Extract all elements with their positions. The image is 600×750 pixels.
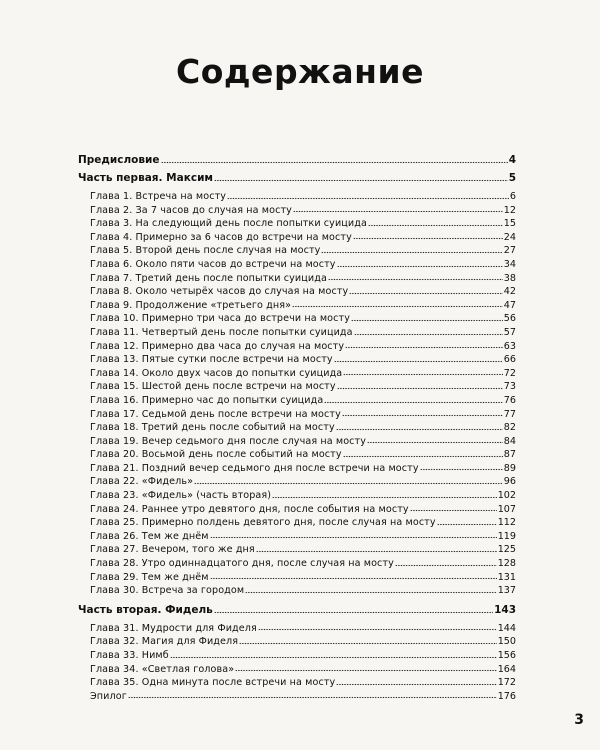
dot-leader xyxy=(395,564,497,567)
toc-entry-label: Глава 10. Примерно три часа до встречи на мосту xyxy=(90,313,350,325)
toc-entry-page: 102 xyxy=(497,490,516,502)
toc-entry-label: Глава 12. Примерно два часа до случая на мосту xyxy=(90,340,345,352)
toc-entry-label: Предисловие xyxy=(78,154,160,166)
toc-entry-page: 42 xyxy=(503,286,516,298)
toc-entry-label: Глава 4. Примерно за 6 часов до встречи на мосту xyxy=(90,231,352,243)
toc-entry-page: 27 xyxy=(503,245,516,257)
dot-leader xyxy=(245,591,496,594)
toc-entry-label: Эпилог xyxy=(90,690,127,702)
toc-chapter-entry xyxy=(90,408,516,422)
toc-entry-page: 89 xyxy=(503,462,516,474)
toc-entry-page: 144 xyxy=(497,622,516,634)
dot-leader xyxy=(235,669,496,672)
toc-chapter-entry xyxy=(90,462,516,476)
toc-entry-page: 56 xyxy=(503,313,516,325)
dot-leader xyxy=(351,319,503,322)
toc-chapter-entry xyxy=(90,543,516,557)
dot-leader xyxy=(353,237,503,240)
toc-entry-label: Глава 16. Примерно час до попытки суицида xyxy=(90,394,324,406)
toc-chapter-entry xyxy=(90,635,516,649)
toc-entry-page: 12 xyxy=(503,204,516,216)
toc-chapter-entry xyxy=(90,326,516,340)
toc-chapter-entry xyxy=(90,312,516,326)
part-2-chapter-list xyxy=(78,622,516,704)
toc-entry-label: Глава 28. Утро одиннадцатого дня, после случая на мосту xyxy=(90,558,394,570)
toc-entry-page: 131 xyxy=(497,571,516,583)
toc-entry-page: 112 xyxy=(497,517,516,529)
toc-entry-page: 172 xyxy=(497,677,516,689)
toc-chapter-entry xyxy=(90,272,516,286)
toc-entry-page: 76 xyxy=(503,394,516,406)
toc-part-page: 143 xyxy=(494,603,516,616)
dot-leader xyxy=(272,496,497,499)
toc-entry-label: Глава 18. Третий день после событий на мосту xyxy=(90,422,335,434)
page-number: 3 xyxy=(574,712,584,728)
toc-entry-label: Глава 21. Поздний вечер седьмого дня после встречи на мосту xyxy=(90,462,419,474)
toc-chapter-entry xyxy=(90,690,516,704)
toc-chapter-entry xyxy=(90,649,516,663)
dot-leader xyxy=(367,441,503,444)
toc-chapter-entry xyxy=(90,231,516,245)
toc-entry-page: 150 xyxy=(497,636,516,648)
dot-leader xyxy=(343,455,503,458)
toc-chapter-entry xyxy=(90,475,516,489)
toc-entry-page: 34 xyxy=(503,258,516,270)
toc-entry-preface xyxy=(78,152,516,168)
dot-leader xyxy=(368,224,503,227)
dot-leader xyxy=(324,401,502,404)
toc-chapter-entry xyxy=(90,367,516,381)
toc-entry-label: Глава 2. За 7 часов до случая на мосту xyxy=(90,204,292,216)
toc-chapter-entry xyxy=(90,584,516,598)
toc-entry-label: Глава 17. Седьмой день после встречи на мосту xyxy=(90,408,341,420)
toc-entry-label: Глава 20. Восьмой день после событий на мосту xyxy=(90,449,342,461)
dot-leader xyxy=(354,333,503,336)
dot-leader xyxy=(161,161,508,164)
toc-entry-page: 82 xyxy=(503,422,516,434)
toc-chapter-entry xyxy=(90,421,516,435)
toc-entry-page: 24 xyxy=(503,231,516,243)
dot-leader xyxy=(437,523,497,526)
toc-entry-page: 77 xyxy=(503,408,516,420)
toc-entry-label: Глава 33. Нимб xyxy=(90,650,169,661)
toc-entry-page: 164 xyxy=(497,663,516,675)
toc-entry-label: Глава 26. Тем же днём xyxy=(90,530,209,542)
toc-chapter-entry xyxy=(90,394,516,408)
toc-entry-page: 38 xyxy=(503,272,516,284)
toc-entry-label: Глава 8. Около четырёх часов до случая на мосту xyxy=(90,286,349,298)
toc-entry-page: 128 xyxy=(497,558,516,570)
dot-leader xyxy=(214,611,493,614)
toc-entry-label: Глава 3. На следующий день после попытки суицида xyxy=(90,218,367,230)
dot-leader xyxy=(334,360,503,363)
dot-leader xyxy=(258,628,497,631)
dot-leader xyxy=(321,251,502,254)
toc-part-2 xyxy=(78,602,516,618)
dot-leader xyxy=(210,577,497,580)
toc-entry-page: 73 xyxy=(503,381,516,393)
toc-entry-page: 63 xyxy=(503,340,516,352)
toc-entry-page: 125 xyxy=(497,544,516,556)
toc-entry-label: Глава 9. Продолжение «третьего дня» xyxy=(90,299,292,311)
table-of-contents xyxy=(78,152,516,703)
dot-leader xyxy=(239,642,497,645)
dot-leader xyxy=(214,179,508,182)
dot-leader xyxy=(292,305,503,308)
toc-entry-page: 15 xyxy=(503,218,516,230)
toc-chapter-entry xyxy=(90,557,516,571)
toc-entry-label: Глава 29. Тем же днём xyxy=(90,571,209,583)
dot-leader xyxy=(128,696,497,699)
toc-chapter-entry xyxy=(90,503,516,517)
toc-chapter-entry xyxy=(90,244,516,258)
toc-chapter-entry xyxy=(90,340,516,354)
dot-leader xyxy=(336,428,503,431)
toc-entry-label: Глава 34. «Светлая голова» xyxy=(90,663,235,675)
toc-entry-label: Глава 1. Встреча на мосту xyxy=(90,191,227,202)
toc-chapter-entry xyxy=(90,299,516,313)
dot-leader xyxy=(328,278,503,281)
toc-part-label: Часть вторая. Фидель xyxy=(78,603,213,616)
toc-entry-page: 96 xyxy=(503,476,516,488)
toc-entry-label: Глава 13. Пятые сутки после встречи на мосту xyxy=(90,354,333,366)
dot-leader xyxy=(293,210,503,213)
part-1-chapter-list xyxy=(78,190,516,598)
toc-entry-page: 176 xyxy=(497,690,516,702)
toc-entry-label: Глава 27. Вечером, того же дня xyxy=(90,544,255,556)
toc-entry-page: 57 xyxy=(503,326,516,338)
toc-entry-label: Глава 23. «Фидель» (часть вторая) xyxy=(90,490,272,502)
toc-entry-page: 156 xyxy=(497,650,516,661)
toc-part-page: 5 xyxy=(508,172,516,184)
toc-entry-label: Глава 11. Четвертый день после попытки суицида xyxy=(90,326,353,338)
dot-leader xyxy=(336,683,496,686)
toc-chapter-entry xyxy=(90,258,516,272)
toc-entry-label: Глава 19. Вечер седьмого дня после случая на мосту xyxy=(90,435,367,447)
dot-leader xyxy=(337,387,503,390)
toc-entry-label: Глава 15. Шестой день после встречи на мосту xyxy=(90,381,336,393)
toc-entry-label: Глава 7. Третий день после попытки суицида xyxy=(90,272,327,284)
toc-chapter-entry xyxy=(90,516,516,530)
toc-chapter-entry xyxy=(90,676,516,690)
toc-entry-page: 72 xyxy=(503,367,516,379)
toc-chapter-entry xyxy=(90,380,516,394)
page-title: Содержание xyxy=(176,52,424,91)
toc-entry-label: Глава 31. Мудрости для Фиделя xyxy=(90,622,257,634)
toc-entry-label: Глава 22. «Фидель» xyxy=(90,476,194,488)
dot-leader xyxy=(194,482,503,485)
toc-entry-page: 4 xyxy=(508,154,516,166)
toc-chapter-entry xyxy=(90,353,516,367)
toc-entry-label: Глава 35. Одна минута после встречи на мосту xyxy=(90,677,336,689)
toc-chapter-entry xyxy=(90,204,516,218)
toc-chapter-entry xyxy=(90,530,516,544)
dot-leader xyxy=(337,265,503,268)
dot-leader xyxy=(410,509,497,512)
toc-chapter-entry xyxy=(90,190,516,204)
dot-leader xyxy=(420,468,503,471)
toc-entry-page: 87 xyxy=(503,449,516,461)
dot-leader xyxy=(345,346,503,349)
toc-entry-page: 119 xyxy=(497,530,516,542)
toc-chapter-entry xyxy=(90,571,516,585)
toc-chapter-entry xyxy=(90,622,516,636)
toc-entry-label: Глава 14. Около двух часов до попытки суицида xyxy=(90,367,343,379)
toc-chapter-entry xyxy=(90,448,516,462)
dot-leader xyxy=(170,656,497,659)
toc-entry-label: Глава 24. Раннее утро девятого дня, после события на мосту xyxy=(90,503,409,515)
toc-entry-page: 84 xyxy=(503,435,516,447)
dot-leader xyxy=(342,414,503,417)
toc-chapter-entry xyxy=(90,217,516,231)
toc-entry-label: Глава 5. Второй день после случая на мосту xyxy=(90,245,321,257)
toc-entry-label: Глава 32. Магия для Фиделя xyxy=(90,636,239,648)
toc-chapter-entry xyxy=(90,435,516,449)
toc-part-label: Часть первая. Максим xyxy=(78,172,214,184)
toc-chapter-entry xyxy=(90,489,516,503)
toc-chapter-entry xyxy=(90,663,516,677)
toc-entry-page: 107 xyxy=(497,503,516,515)
toc-entry-page: 137 xyxy=(497,585,516,597)
dot-leader xyxy=(256,550,497,553)
dot-leader xyxy=(210,536,497,539)
toc-entry-page: 47 xyxy=(503,299,516,311)
toc-part-1 xyxy=(78,170,516,186)
toc-entry-label: Глава 6. Около пяти часов до встречи на мосту xyxy=(90,258,336,270)
toc-entry-page: 6 xyxy=(509,191,516,202)
toc-entry-label: Глава 25. Примерно полдень девятого дня, после случая на мосту xyxy=(90,517,436,529)
dot-leader xyxy=(349,292,502,295)
dot-leader xyxy=(227,197,509,200)
toc-entry-label: Глава 30. Встреча за городом xyxy=(90,585,245,597)
toc-chapter-entry xyxy=(90,285,516,299)
dot-leader xyxy=(343,373,503,376)
toc-entry-page: 66 xyxy=(503,354,516,366)
